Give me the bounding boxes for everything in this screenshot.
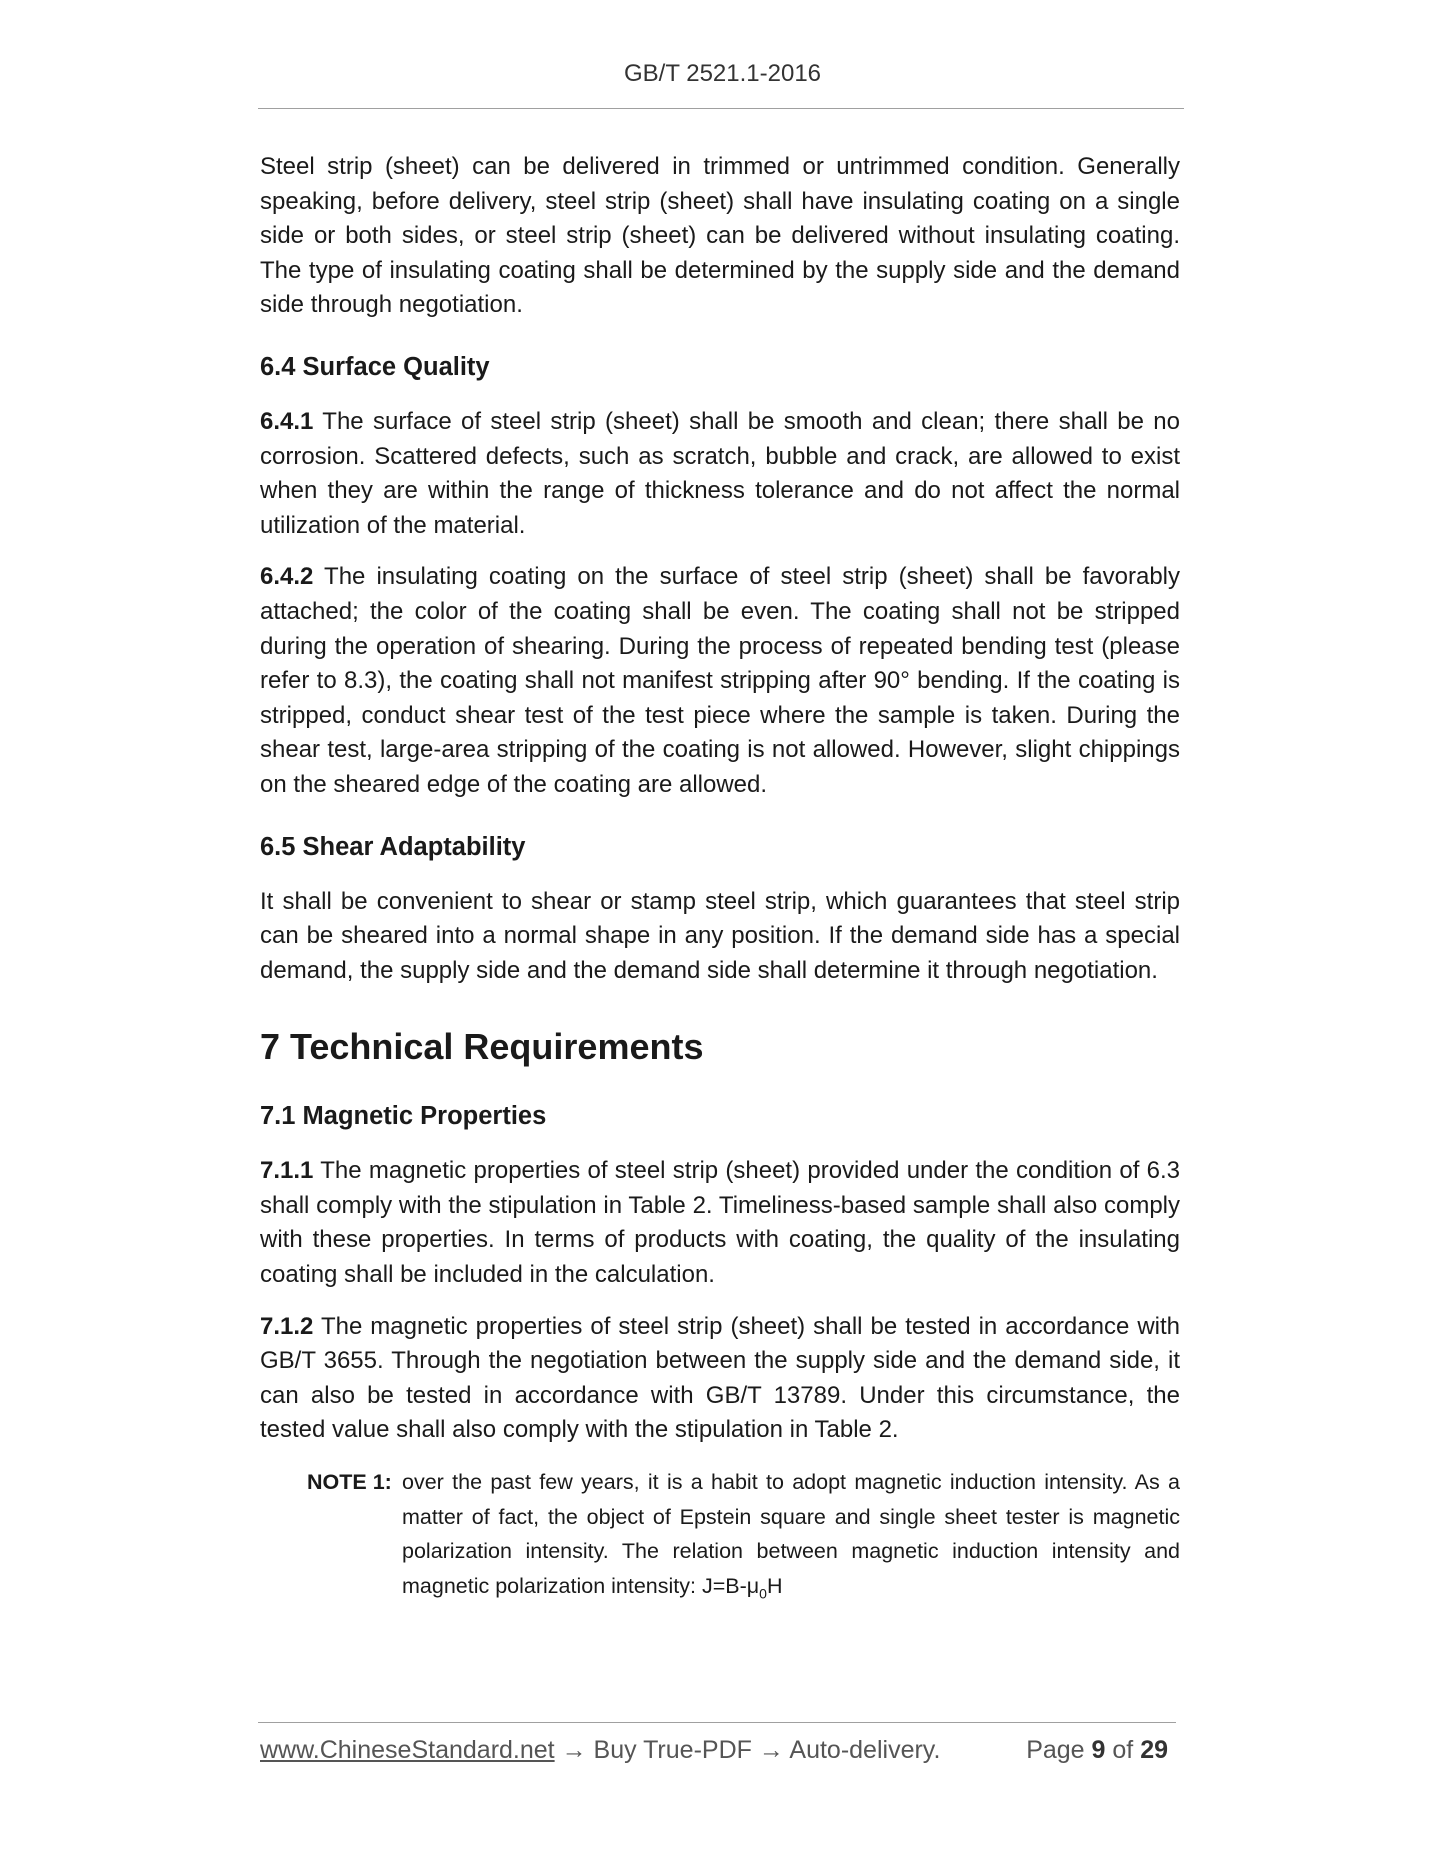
page-total: 29: [1140, 1736, 1168, 1764]
note-text-main: over the past few years, it is a habit to adopt magnetic induction intensity. As a matter of fact, the object of Epstein square and single sheet tester is magnetic polarization intensity. The relation between magnetic induction intensity and magnetic polarization intensity: J=B-μ: [402, 1470, 1180, 1598]
document-header: GB/T 2521.1-2016: [623, 60, 822, 87]
page-indicator: [1026, 1736, 1168, 1765]
page-label: Page: [1026, 1736, 1092, 1764]
heading-6-4: 6.4 Surface Quality: [260, 352, 490, 381]
clause-text: The insulating coating on the surface of steel strip (sheet) shall be favorably attached; the color of the coating shall be even. The coating shall not be stripped during the operation of shearing. During the process of repeated bending test (please refer to 8.3), the coating shall not manifest stripping after 90° bending. If the coating is stripped, conduct shear test of the test piece where the sample is taken. During the shear test, large-area stripping of the coating is not allowed. However, slight chippings on the sheared edge of the coating are allowed.: [260, 563, 1180, 798]
clause-number: 6.4.2: [260, 563, 314, 591]
document-body: [260, 150, 1180, 1611]
clause-text: The magnetic properties of steel strip (sheet) provided under the condition of 6.3 shall comply with the stipulation in Table 2. Timeliness-based sample shall also comply with these properties. In terms of products with coating, the quality of the insulating coating shall be included in the calculation.: [260, 1157, 1180, 1289]
page-number: 9: [1091, 1736, 1106, 1764]
paragraph-6-4-2: [260, 560, 1180, 802]
note-text: [402, 1465, 1180, 1611]
heading-6-5: 6.5 Shear Adaptability: [260, 832, 526, 861]
website-link[interactable]: www.ChineseStandard.net: [260, 1736, 555, 1764]
paragraph-7-1-1: [260, 1154, 1180, 1292]
paragraph-6-4-1: [260, 405, 1180, 543]
heading-7: 7 Technical Requirements: [260, 1026, 704, 1068]
note-1: [307, 1465, 1180, 1611]
clause-number: 7.1.2: [260, 1312, 314, 1340]
clause-text: The surface of steel strip (sheet) shall be smooth and clean; there shall be no corrosion. Scattered defects, such as scratch, bubble and crack, are allowed to exist when they are within the range of thickness tolerance and do not affect the normal utilization of the material.: [260, 407, 1180, 539]
note-text-end: H: [766, 1573, 783, 1598]
clause-number: 6.4.1: [260, 407, 314, 435]
clause-number: 7.1.1: [260, 1157, 314, 1185]
footer-tagline: → Buy True-PDF → Auto-delivery.: [554, 1736, 941, 1764]
clause-text: The magnetic properties of steel strip (sheet) shall be tested in accordance with GB/T 3655. Through the negotiation between the supply side and the demand side, it can also be tested in accordance with GB/T 13789. Under this circumstance, the tested value shall also comply with the stipulation in Table 2.: [260, 1312, 1180, 1444]
page-footer: [260, 1736, 1180, 1765]
header-divider: [258, 108, 1184, 109]
footer-divider: [258, 1722, 1176, 1723]
intro-paragraph: Steel strip (sheet) can be delivered in trimmed or untrimmed condition. Generally speaking, before delivery, steel strip (sheet) shall have insulating coating on a single side or both sides, or steel strip (sheet) can be delivered without insulating coating. The type of insulating coating shall be determined by the supply side and the demand side through negotiation.: [260, 153, 1180, 319]
note-label: NOTE 1:: [307, 1470, 392, 1495]
of-label: of: [1105, 1736, 1141, 1764]
paragraph-7-1-2: [260, 1310, 1180, 1448]
heading-7-1: 7.1 Magnetic Properties: [260, 1102, 547, 1131]
paragraph-6-5: It shall be convenient to shear or stamp steel strip, which guarantees that steel strip can be sheared into a normal shape in any position. If the demand side has a special demand, the supply side and the demand side shall determine it through negotiation.: [260, 887, 1180, 984]
note-subscript: 0: [759, 1585, 767, 1602]
